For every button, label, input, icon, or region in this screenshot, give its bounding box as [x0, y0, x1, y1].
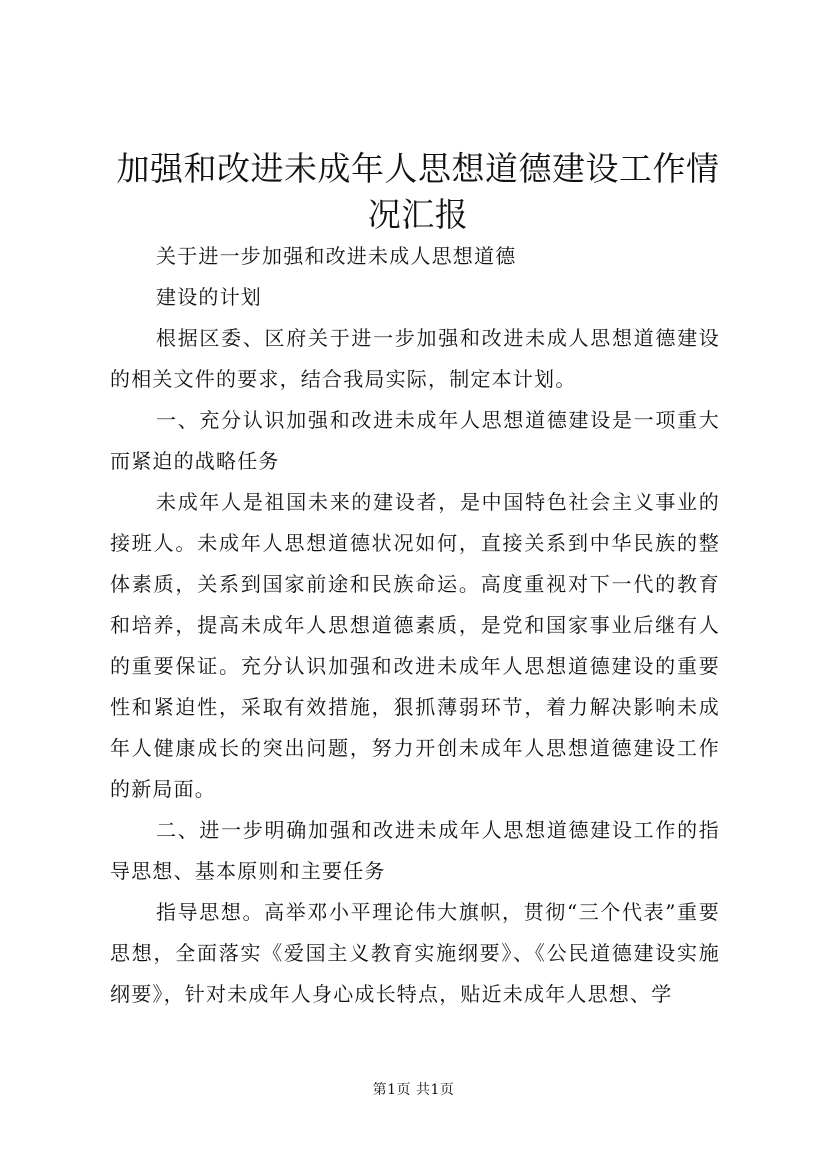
paragraph: 建设的计划: [156, 285, 262, 309]
paragraph: 二、进一步明确加强和改进未成年人思想道德建设工作的指导思想、基本原则和主要任务: [110, 818, 720, 883]
paragraph: 一、充分认识加强和改进未成年人思想道德建设是一项重大而紧迫的战略任务: [110, 408, 720, 473]
paragraph: 根据区委、区府关于进一步加强和改进未成人思想道德建设的相关文件的要求，结合我局实际，制定本计划。: [110, 326, 720, 391]
document-title: 加强和改进未成年人思想道德建设工作情况汇报: [116, 149, 720, 234]
document-body: [110, 236, 720, 1015]
paragraph: 关于进一步加强和改进未成人思想道德: [156, 244, 517, 268]
paragraph: 指导思想。高举邓小平理论伟大旗帜，贯彻“三个代表”重要思想，全面落实《爱国主义教育实施纲要》、《公民道德建设实施纲要》，针对未成年人身心成长特点，贴近未成年人思想、学: [110, 900, 720, 1006]
paragraph: 未成年人是祖国未来的建设者，是中国特色社会主义事业的接班人。未成年人思想道德状况如何，直接关系到中华民族的整体素质，关系到国家前途和民族命运。高度重视对下一代的教育和培养，提高未成年人思想道德素质，是党和国家事业后继有人的重要保证。充分认识加强和改进未成年人思想道德建设的重要性和紧迫性，采取有效措施，狠抓薄弱环节，着力解决影响未成年人健康成长的突出问题，努力开创未成年人思想道德建设工作的新局面。: [110, 490, 720, 801]
page-footer: 第1页 共1页: [372, 1082, 455, 1098]
